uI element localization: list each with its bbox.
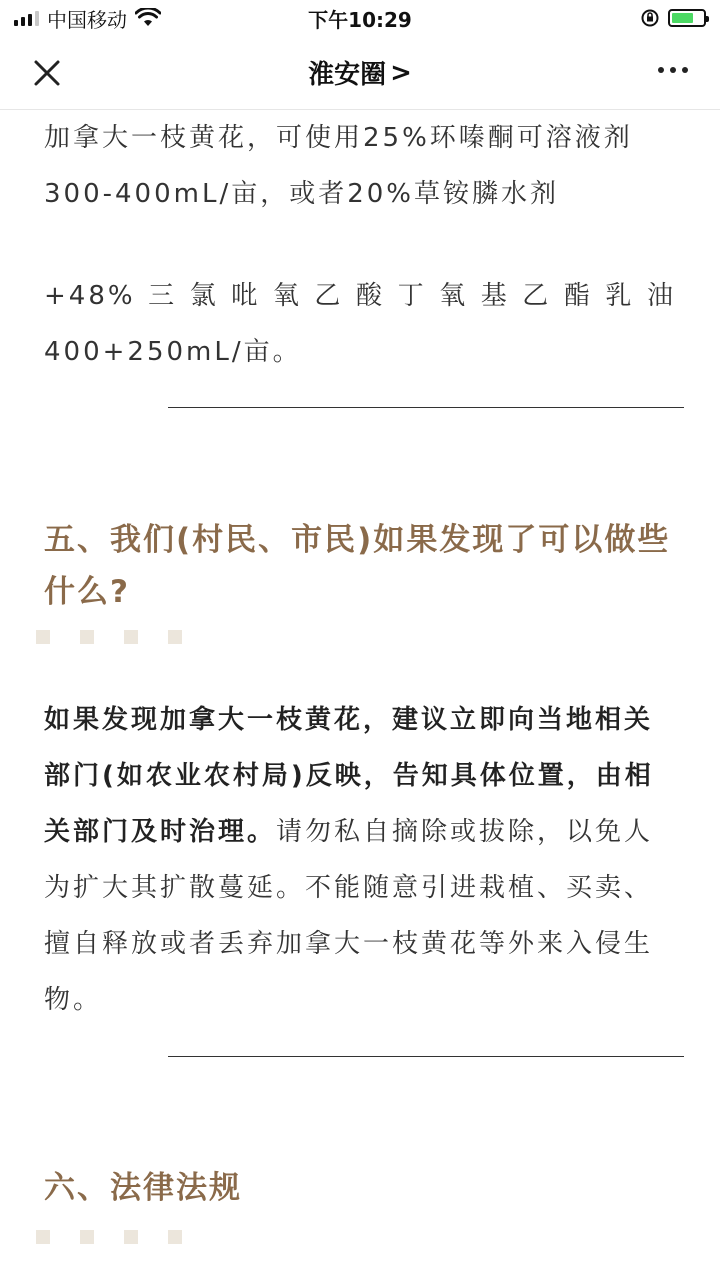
paragraph-3-normal: 请勿私自摘除或拔除，以免人为扩大其扩散蔓延。不能随意引进栽植、买卖、擅自释放或者丢弃加拿大一枝黄花等外来入侵生物。: [44, 817, 654, 1015]
paragraph-1: [44, 110, 676, 222]
nav-title: 淮安圈: [308, 60, 387, 90]
decor-squares: [36, 630, 182, 644]
decor-squares: [36, 1230, 182, 1244]
orientation-lock-icon: [640, 8, 660, 28]
status-bar: [0, 0, 720, 36]
paragraph-1-line-2: 300-400mL/亩，或者20%草铵膦水剂: [44, 179, 559, 209]
paragraph-2-line-2: 400+250mL/亩。: [44, 337, 302, 367]
section-heading-6: 六、法律法规: [44, 1170, 242, 1206]
signal-icon: [14, 10, 39, 26]
nav-bar: [0, 36, 720, 110]
status-left: [14, 4, 161, 33]
divider-line: [168, 407, 684, 408]
paragraph-2-line-1: +48%三氯吡氧乙酸丁氧基乙酯乳油: [44, 281, 676, 311]
carrier-label: 中国移动: [47, 7, 127, 32]
paragraph-3-bold: 如果发现加拿大一枝黄花，建议立即向当地相关部门(如农业农村局)反映，告知具体位置，由相关部门及时治理。: [44, 705, 654, 847]
status-time: 下午10:29: [308, 7, 412, 32]
wifi-icon: [135, 8, 161, 28]
battery-icon: [668, 9, 706, 27]
close-icon[interactable]: [30, 56, 64, 90]
paragraph-1-line-1: 加拿大一枝黄花，可使用25%环嗪酮可溶液剂: [44, 123, 633, 153]
divider-line: [168, 1056, 684, 1057]
paragraph-2: [44, 268, 676, 380]
section-heading-5: 五、我们(村民、市民)如果发现了可以做些什么?: [44, 522, 671, 610]
paragraph-3: [44, 692, 676, 1028]
chevron-right-icon: >: [390, 57, 412, 88]
nav-title-link[interactable]: [308, 54, 412, 91]
status-right: [640, 8, 706, 28]
more-icon[interactable]: [658, 67, 688, 73]
